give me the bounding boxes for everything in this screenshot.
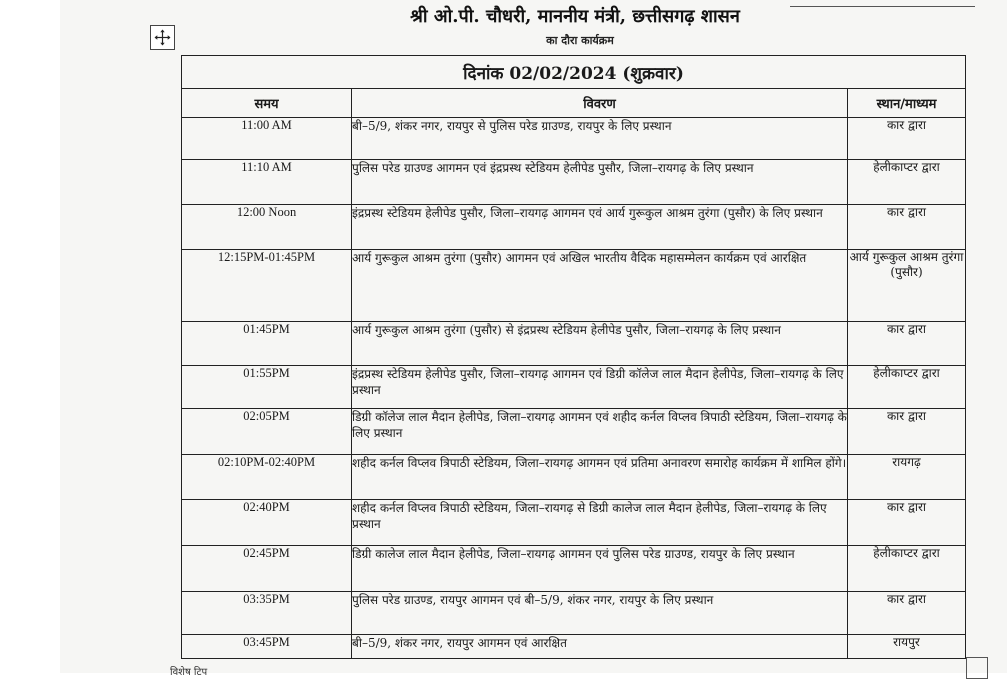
- time-cell: 02:10PM-02:40PM: [182, 455, 352, 500]
- place-cell: हेलीकाप्टर द्वारा: [848, 366, 966, 409]
- description-cell: इंद्रप्रस्थ स्टेडियम हेलीपेड पुसौर, जिला–रायगढ़ आगमन एवं आर्य गुरूकुल आश्रम तुरंगा (पुसौर) के लिए प्रस्थान: [352, 205, 848, 250]
- time-cell: 11:00 AM: [182, 118, 352, 160]
- place-cell: कार द्वारा: [848, 592, 966, 635]
- place-cell: कार द्वारा: [848, 322, 966, 366]
- description-cell: पुलिस परेड ग्राउण्ड, रायपुर आगमन एवं बी–5/9, शंकर नगर, रायपुर के लिए प्रस्थान: [352, 592, 848, 635]
- column-header-description: विवरण: [352, 89, 848, 118]
- time-cell: 01:45PM: [182, 322, 352, 366]
- table-row: [182, 546, 966, 592]
- time-cell: 02:40PM: [182, 500, 352, 546]
- description-cell: पुलिस परेड ग्राउण्ड आगमन एवं इंद्रप्रस्थ स्टेडियम हेलीपेड पुसौर, जिला–रायगढ़ के लिए प्रस्थान: [352, 160, 848, 205]
- table-move-handle[interactable]: [150, 25, 175, 50]
- schedule-table: [181, 55, 966, 659]
- place-cell: कार द्वारा: [848, 118, 966, 160]
- description-cell: इंद्रप्रस्थ स्टेडियम हेलीपेड पुसौर, जिला–रायगढ़ आगमन एवं डिग्री कॉलेज लाल मैदान हेलीपेड, जिला–रायगढ़ के लिए प्रस्थान: [352, 366, 848, 409]
- place-cell: कार द्वारा: [848, 409, 966, 455]
- table-row: [182, 322, 966, 366]
- column-header-place: स्थान/माध्यम: [848, 89, 966, 118]
- table-row: [182, 500, 966, 546]
- description-cell: डिग्री कॉलेज लाल मैदान हेलीपेड, जिला–रायगढ़ आगमन एवं शहीद कर्नल विप्लव त्रिपाठी स्टेडियम, जिला–रायगढ़ के लिए प्रस्थान: [352, 409, 848, 455]
- description-cell: आर्य गुरूकुल आश्रम तुरंगा (पुसौर) से इंद्रप्रस्थ स्टेडियम हेलीपेड पुसौर, जिला–रायगढ़ के लिए प्रस्थान: [352, 322, 848, 366]
- table-row: [182, 592, 966, 635]
- description-cell: आर्य गुरूकुल आश्रम तुरंगा (पुसौर) आगमन एवं अखिल भारतीय वैदिक महासम्मेलन कार्यक्रम एवं आरक्षित: [352, 250, 848, 322]
- table-row: [182, 205, 966, 250]
- table-row: [182, 455, 966, 500]
- time-cell: 02:05PM: [182, 409, 352, 455]
- place-cell: कार द्वारा: [848, 205, 966, 250]
- date-heading: दिनांक 02/02/2024 (शुक्रवार): [182, 56, 966, 89]
- time-cell: 03:45PM: [182, 635, 352, 659]
- footer-note: विशेष टिप: [170, 667, 208, 678]
- table-row: [182, 635, 966, 659]
- place-cell: हेलीकाप्टर द्वारा: [848, 160, 966, 205]
- description-cell: बी–5/9, शंकर नगर, रायपुर से पुलिस परेड ग्राउण्ड, रायपुर के लिए प्रस्थान: [352, 118, 848, 160]
- time-cell: 01:55PM: [182, 366, 352, 409]
- table-row: [182, 409, 966, 455]
- column-header-time: समय: [182, 89, 352, 118]
- move-arrows-icon: [154, 29, 171, 46]
- place-cell: आर्य गुरूकुल आश्रम तुरंगा (पुसौर): [848, 250, 966, 322]
- table-row: [182, 160, 966, 205]
- time-cell: 03:35PM: [182, 592, 352, 635]
- description-cell: शहीद कर्नल विप्लव त्रिपाठी स्टेडियम, जिला–रायगढ़ आगमन एवं प्रतिमा अनावरण समारोह कार्यक्रम में शामिल होंगे।: [352, 455, 848, 500]
- description-cell: बी–5/9, शंकर नगर, रायपुर आगमन एवं आरक्षित: [352, 635, 848, 659]
- table-row: [182, 250, 966, 322]
- place-cell: रायगढ़: [848, 455, 966, 500]
- time-cell: 12:15PM-01:45PM: [182, 250, 352, 322]
- page-corner-checkbox[interactable]: [966, 657, 988, 679]
- time-cell: 12:00 Noon: [182, 205, 352, 250]
- place-cell: रायपुर: [848, 635, 966, 659]
- time-cell: 11:10 AM: [182, 160, 352, 205]
- place-cell: हेलीकाप्टर द्वारा: [848, 546, 966, 592]
- table-row: [182, 366, 966, 409]
- page-title: श्री ओ.पी. चौधरी, माननीय मंत्री, छत्तीसगढ़ शासन: [410, 6, 740, 27]
- description-cell: डिग्री कालेज लाल मैदान हेलीपेड, जिला–रायगढ़ आगमन एवं पुलिस परेड ग्राउण्ड, रायपुर के लिए प्रस्थान: [352, 546, 848, 592]
- page-subtitle: का दौरा कार्यक्रम: [546, 34, 614, 47]
- description-cell: शहीद कर्नल विप्लव त्रिपाठी स्टेडियम, जिला–रायगढ़ से डिग्री कालेज लाल मैदान हेलीपेड, जिला–रायगढ़ के लिए प्रस्थान: [352, 500, 848, 546]
- time-cell: 02:45PM: [182, 546, 352, 592]
- place-cell: कार द्वारा: [848, 500, 966, 546]
- table-row: [182, 118, 966, 160]
